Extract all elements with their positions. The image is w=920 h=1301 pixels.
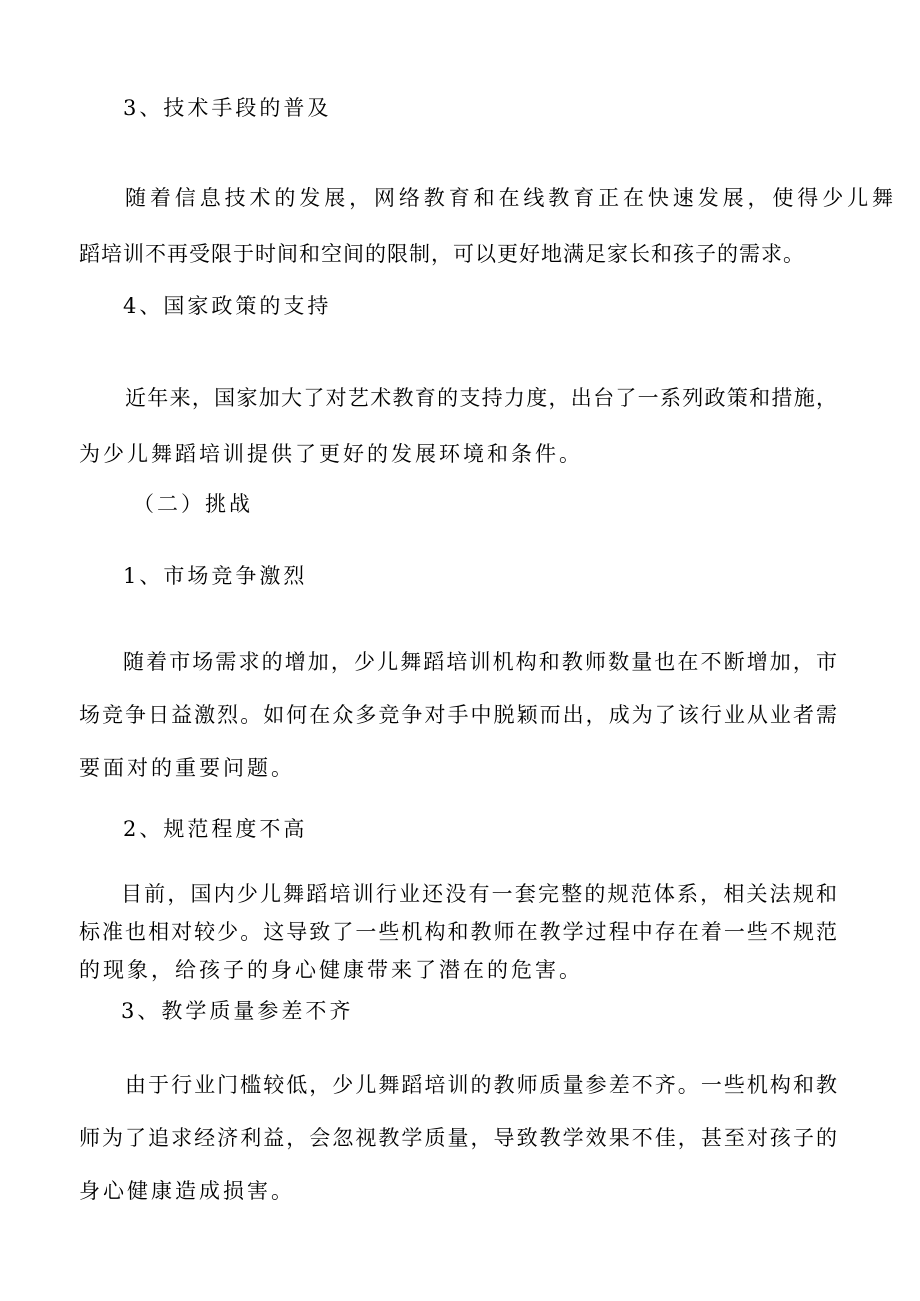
heading-text: 4、国家政策的支持 bbox=[123, 294, 332, 318]
heading-standardization bbox=[123, 815, 307, 843]
paragraph-policy-support bbox=[79, 370, 837, 482]
heading-challenges bbox=[133, 490, 253, 518]
paragraph-line: 蹈培训不再受限于时间和空间的限制，可以更好地满足家长和孩子的需求。 bbox=[79, 242, 805, 266]
paragraph-line: 近年来，国家加大了对艺术教育的支持力度，出台了一系列政策和措施， bbox=[125, 386, 837, 410]
paragraph-line: 场竞争日益激烈。如何在众多竞争对手中脱颖而出，成为了该行业从业者需 bbox=[79, 703, 837, 727]
paragraph-line: 身心健康造成损害。 bbox=[79, 1179, 295, 1203]
paragraph-line: 师为了追求经济利益，会忽视教学质量，导致教学效果不佳，甚至对孩子的 bbox=[79, 1126, 837, 1150]
heading-teaching-quality bbox=[121, 997, 353, 1025]
paragraph-market-competition bbox=[79, 636, 837, 795]
paragraph-line: 随着信息技术的发展，网络教育和在线教育正在快速发展，使得少儿舞 bbox=[125, 186, 893, 210]
heading-text: 3、教学质量参差不齐 bbox=[121, 999, 354, 1023]
heading-market-competition bbox=[123, 562, 307, 590]
paragraph-line: 由于行业门槛较低，少儿舞蹈培训的教师质量参差不齐。一些机构和教 bbox=[125, 1073, 837, 1097]
paragraph-line: 随着市场需求的增加，少儿舞蹈培训机构和教师数量也在不断增加，市 bbox=[123, 650, 837, 674]
heading-tech-popularization bbox=[123, 94, 331, 122]
heading-text: （二）挑战 bbox=[133, 492, 253, 516]
paragraph-teaching-quality bbox=[79, 1059, 837, 1218]
paragraph-line: 为少儿舞蹈培训提供了更好的发展环境和条件。 bbox=[79, 442, 583, 466]
heading-text: 3、技术手段的普及 bbox=[123, 96, 332, 120]
paragraph-standardization bbox=[79, 875, 837, 989]
paragraph-line: 要面对的重要问题。 bbox=[79, 756, 295, 780]
heading-policy-support bbox=[123, 292, 331, 320]
paragraph-line: 的现象，给孩子的身心健康带来了潜在的危害。 bbox=[79, 958, 583, 982]
heading-text: 1、市场竞争激烈 bbox=[123, 564, 308, 588]
paragraph-line: 目前，国内少儿舞蹈培训行业还没有一套完整的规范体系，相关法规和 bbox=[121, 882, 837, 906]
heading-text: 2、规范程度不高 bbox=[123, 817, 308, 841]
paragraph-tech-popularization bbox=[79, 170, 893, 282]
paragraph-line: 标准也相对较少。这导致了一些机构和教师在教学过程中存在着一些不规范 bbox=[79, 920, 837, 944]
